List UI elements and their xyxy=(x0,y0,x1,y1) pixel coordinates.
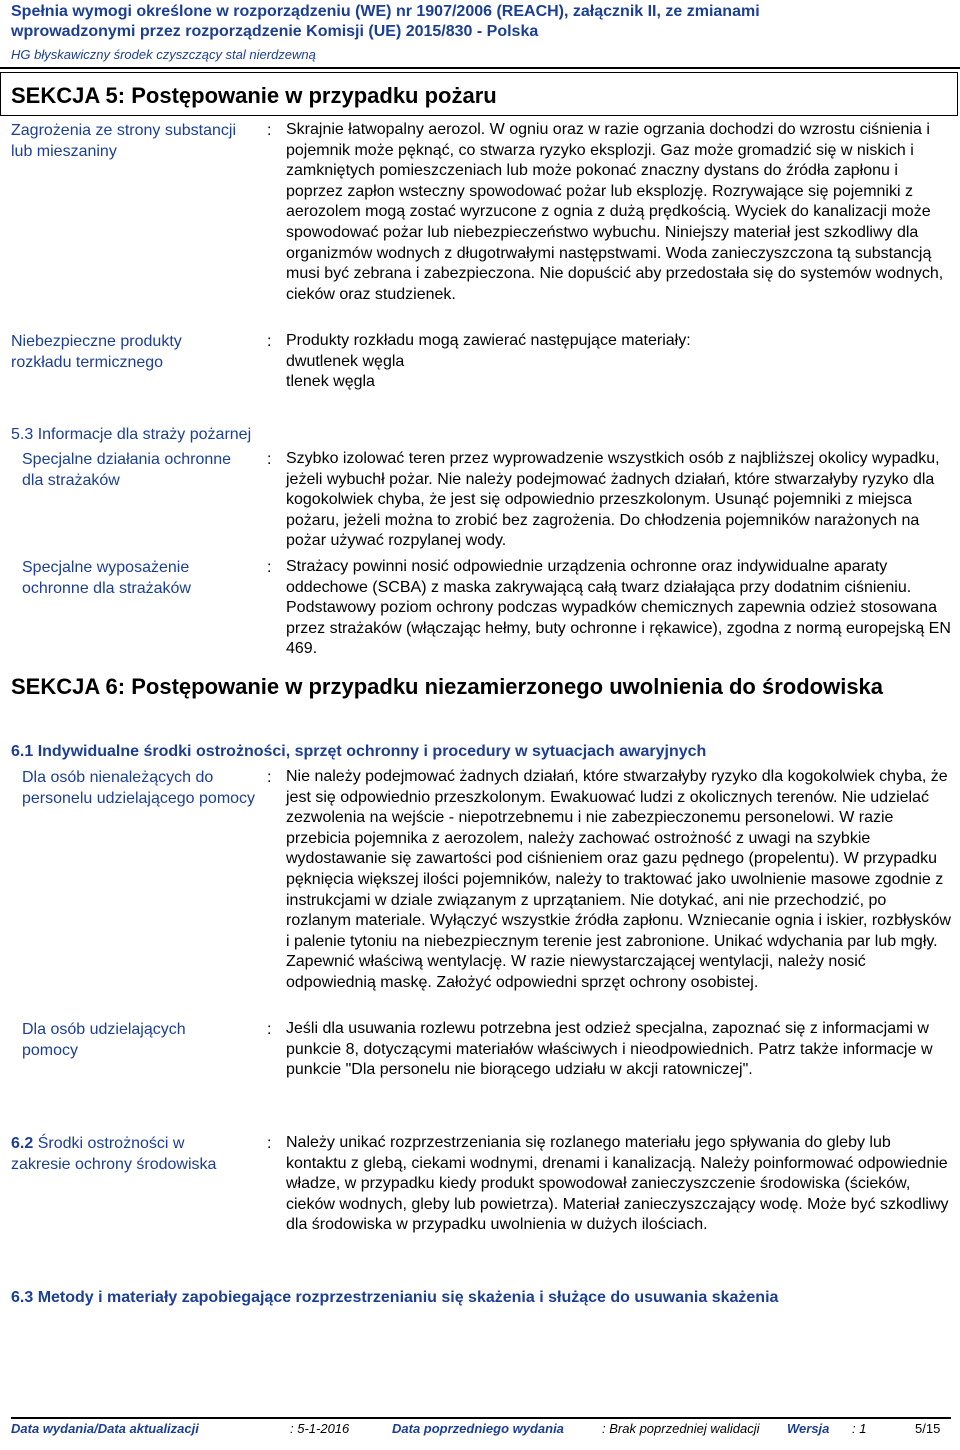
environmental-precautions-text: Należy unikać rozprzestrzeniania się rozlanego materiału jego spływania do gleby lub kontaktu z glebą, ciekami wodnymi, drenami i kanalizacją. Należy poinformować odpowiednie władze, w przypadku kiedy produkt spowodował zanieczyszczenie środowiska (ścieków, cieków wodnych, gleby lub powietrza). Materiał zanieczyszczający wodę. Może być szkodliwy dla środowiska w przypadku uwolnienia w dużych ilościach. xyxy=(286,1134,949,1234)
subsection-6-3-title: 6.3 Metody i materiały zapobiegające rozprzestrzenianiu się skażenia i służące do usuwania skażenia xyxy=(11,1289,779,1306)
regulation-title-line2: wprowadzonymi przez rozporządzenie Komisji (UE) 2015/830 - Polska xyxy=(11,23,539,40)
colon: : xyxy=(267,333,272,350)
colon: : xyxy=(267,451,272,468)
emergency-responders-text: Jeśli dla usuwania rozlewu potrzebna jest odzież specjalna, zapoznać się z informacjami w punkcie 8, dotyczącymi materiałów właściwych i nieodpowiednich. Patrz także informacje w punkcie "Dla personelu nie biorącego udziału w akcji ratowniczej". xyxy=(286,1020,933,1079)
hazards-label: Zagrożenia ze strony substancji lub mieszaniny xyxy=(11,122,236,160)
firefighter-actions-label: Specjalne działania ochronne dla strażaków xyxy=(22,451,232,489)
decomposition-text xyxy=(286,331,952,393)
colon: : xyxy=(267,1135,272,1152)
previous-date-label: Data poprzedniego wydania xyxy=(392,1421,564,1436)
product-name: HG błyskawiczny środek czyszczący stal nierdzewną xyxy=(11,47,316,62)
section5-title: SEKCJA 5: Postępowanie w przypadku pożaru xyxy=(11,83,497,108)
footer-divider xyxy=(11,1417,951,1419)
emergency-responders-label: Dla osób udzielających pomocy xyxy=(22,1021,186,1059)
colon: : xyxy=(267,1021,272,1038)
colon: : xyxy=(267,769,272,786)
non-emergency-label: Dla osób nienależących do personelu udzielającego pomocy xyxy=(22,769,256,807)
issue-date-value: : 5-1-2016 xyxy=(290,1421,350,1436)
header-divider xyxy=(0,67,960,69)
decomposition-label: Niebezpieczne produkty rozkładu termicznego xyxy=(11,333,182,371)
subsection-6-2-number: 6.2 xyxy=(11,1135,34,1152)
subsection-6-1-title: 6.1 Indywidualne środki ostrożności, sprzęt ochronny i procedury w sytuacjach awaryjnych xyxy=(11,743,707,760)
colon: : xyxy=(267,122,272,139)
firefighter-equipment-text: Strażacy powinni nosić odpowiednie urządzenia ochronne oraz indywidualne aparaty oddechowe (SCBA) z maska zakrywającą całą twarz działająca przy dodatnim ciśnieniu. Podstawowy poziom ochrony podczas wypadków chemicznych zapewnia odzież stosowana przez strażaków (włączając hełmy, buty ochronne i rękawice), zgodna z normą europejską EN 469. xyxy=(286,558,951,658)
non-emergency-text: Nie należy podejmować żadnych działań, które stwarzałyby ryzyko dla kogokolwiek chyba, że jest się odpowiednio przeszkolonym. Ewakuować ludzi z okolicznych terenów. Nie udzielać zezwolenia na wejście - niepotrzebnemu i nie zabezpieczonemu personelowi. W razie przebicia pojemnika z aerozolem, należy zachować ostrożność z uwagi na szybkie wydostawanie się zawartości pod ciśnieniem oraz gazu pędnego (propelentu). W przypadku pęknięcia większej ilości pojemników, należy to traktować jako uwolnienie masowe zgodnie z instrukcjami w dziale związanym z uprzątaniem. Nie dotykać, ani nie przechodzić, po rozlanym materiale. Wyłączyć wszystkie źródła zapłonu. Wzniecanie ognia i iskier, rozbłysków i palenie tytoniu na niebezpiecznym terenie jest zabronione. Unikać wdychania par lub mgły. Zapewnić właściwą wentylację. W razie niewystarczającej wentylacji, należy nosić odpowiednią maskę. Założyć odpowiedni sprzęt ochrony osobistej. xyxy=(286,768,951,991)
previous-date-value: : Brak poprzedniej walidacji xyxy=(602,1421,760,1436)
subsection-6-2-label xyxy=(11,1133,236,1175)
decomposition-line3: tlenek węgla xyxy=(286,373,375,391)
section6-title: SEKCJA 6: Postępowanie w przypadku niezamierzonego uwolnienia do środowiska xyxy=(11,674,884,699)
document-header xyxy=(11,2,951,64)
subsection-5-3-title: 5.3 Informacje dla straży pożarnej xyxy=(11,426,252,443)
firefighter-equipment-label: Specjalne wyposażenie ochronne dla strażaków xyxy=(22,559,191,597)
decomposition-line2: dwutlenek węgla xyxy=(286,352,405,370)
subsection-6-2-title: Środki ostrożności w zakresie ochrony środowiska xyxy=(11,1135,217,1173)
firefighter-actions-text: Szybko izolować teren przez wyprowadzenie wszystkich osób z najbliższej okolicy wypadku, jeżeli wybuchł pożar. Nie należy podejmować żadnych działań, które stwarzałyby ryzyko dla kogokolwiek chyba, że jest się odpowiednio przeszkolonym. Usunąć pojemniki z miejsca pożaru, jeżeli można to zrobić bez zagrożenia. Do chłodzenia pojemników narażonych na pożar używać rozpylanej wody. xyxy=(286,450,940,550)
page-number: 5/15 xyxy=(915,1421,941,1436)
version-label: Wersja xyxy=(787,1421,830,1436)
colon: : xyxy=(267,559,272,576)
version-value: : 1 xyxy=(852,1421,867,1436)
issue-date-label: Data wydania/Data aktualizacji xyxy=(11,1421,199,1436)
hazards-text: Skrajnie łatwopalny aerozol. W ogniu oraz w razie ogrzania dochodzi do wzrostu ciśnienia i pojemnik może pęknąć, co stwarza ryzyko eksplozji. Gaz może gromadzić się w niskich i zamkniętych pomieszczeniach lub może pokonać znaczny dystans do źródła zapłonu i poprzez zapłon wsteczny spowodować pożar lub eksplozję. Rozrywające się pojemniki z aerozolem mogą zostać wyrzucone z ognia z dużą prędkością. Wyciek do kanalizacji może spowodować pożar lub niebezpieczeństwo wybuchu. Niniejszy materiał jest szkodliwy dla organizmów wodnych z długotrwałymi następstwami. Woda zanieczyszczona tą substancją musi być zebrana i zabezpieczona. Nie dopuścić aby przedostała się do systemów wodnych, cieków oraz studzienek. xyxy=(286,121,944,303)
regulation-title-line1: Spełnia wymogi określone w rozporządzeniu (WE) nr 1907/2006 (REACH), załącznik II, ze zmianami xyxy=(11,3,760,20)
decomposition-line1: Produkty rozkładu mogą zawierać następujące materiały: xyxy=(286,332,691,349)
